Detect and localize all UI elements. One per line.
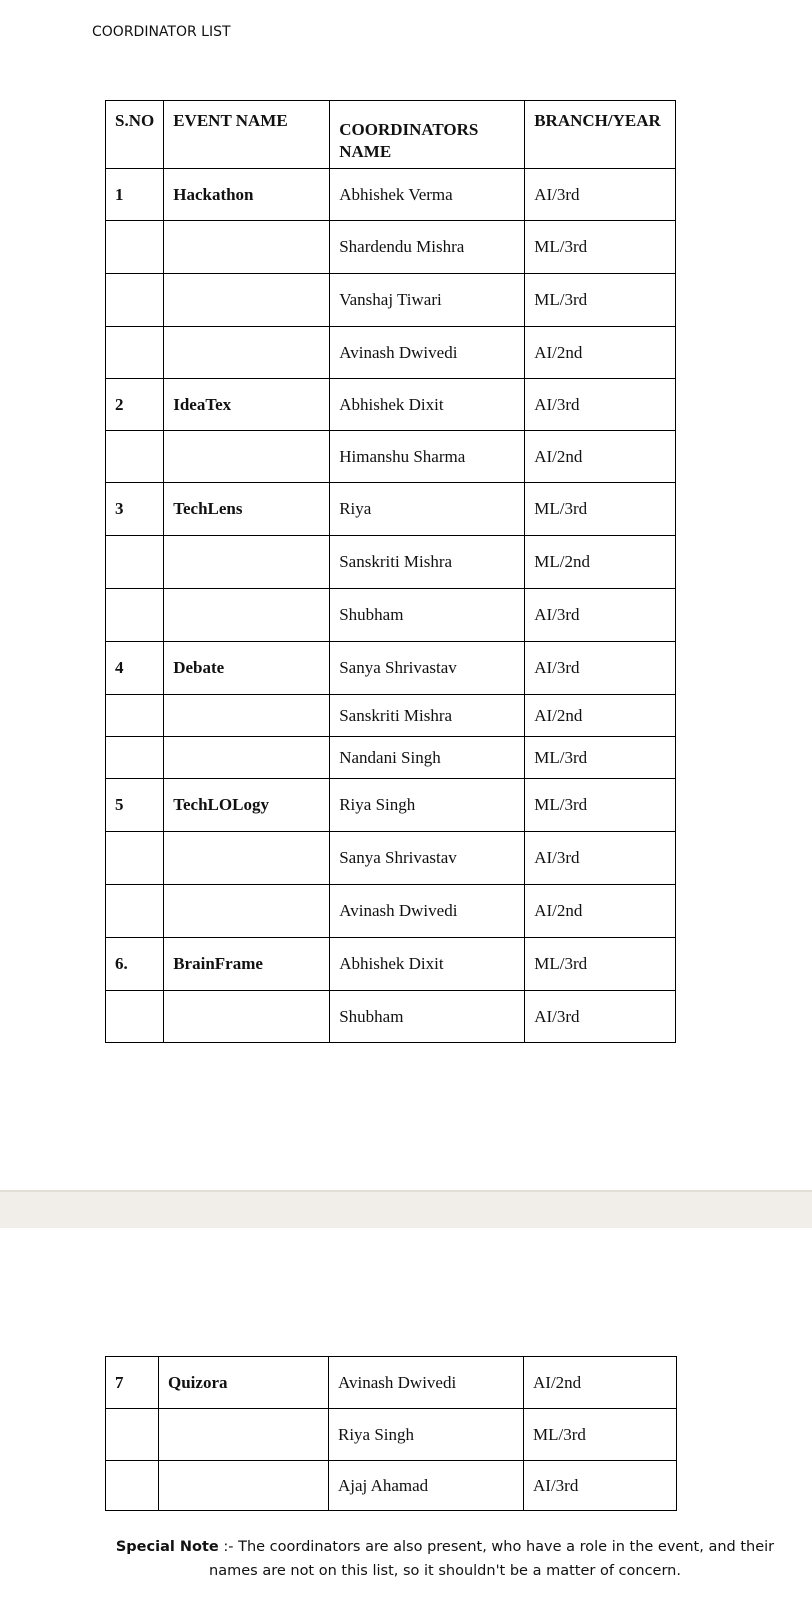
sno-cell [106, 832, 164, 885]
event-name-cell [164, 431, 330, 483]
branch-year-cell: ML/3rd [525, 737, 676, 779]
branch-year-cell: ML/3rd [525, 483, 676, 536]
branch-year-cell: AI/3rd [525, 991, 676, 1043]
table-row [106, 938, 676, 991]
sno-cell [106, 737, 164, 779]
table-row [106, 589, 676, 642]
branch-year-cell: AI/2nd [525, 431, 676, 483]
coordinator-name-cell: Shardendu Mishra [330, 221, 525, 274]
sno-cell: 2 [106, 379, 164, 431]
event-name-cell [164, 991, 330, 1043]
branch-year-cell: AI/3rd [525, 642, 676, 695]
sno-cell [106, 695, 164, 737]
branch-year-cell: AI/2nd [525, 695, 676, 737]
header-event-name: EVENT NAME [164, 101, 330, 169]
header-coordinators-name: COORDINATORS NAME [330, 101, 525, 169]
sno-cell [106, 1461, 159, 1511]
table-row [106, 1357, 677, 1409]
coordinator-name-cell: Sanya Shrivastav [330, 642, 525, 695]
coordinator-name-cell: Nandani Singh [330, 737, 525, 779]
event-name-cell: IdeaTex [164, 379, 330, 431]
event-name-cell [164, 832, 330, 885]
table-row [106, 274, 676, 327]
table-row [106, 991, 676, 1043]
event-name-cell: Quizora [159, 1357, 329, 1409]
special-note-label: Special Note [115, 1539, 219, 1555]
table-header-row [106, 101, 676, 169]
branch-year-cell: AI/3rd [524, 1461, 677, 1511]
sno-cell: 1 [106, 169, 164, 221]
sno-cell: 3 [106, 483, 164, 536]
coordinator-name-cell: Riya Singh [330, 779, 525, 832]
coordinator-name-cell: Sanya Shrivastav [330, 832, 525, 885]
coordinator-name-cell: Vanshaj Tiwari [330, 274, 525, 327]
event-name-cell [164, 536, 330, 589]
event-name-cell [164, 885, 330, 938]
branch-year-cell: ML/3rd [525, 779, 676, 832]
sno-cell: 6. [106, 938, 164, 991]
coordinator-name-cell: Himanshu Sharma [330, 431, 525, 483]
sno-cell [106, 274, 164, 327]
branch-year-cell: AI/3rd [525, 379, 676, 431]
event-name-cell [164, 221, 330, 274]
table-body [106, 169, 676, 1043]
table-row [106, 695, 676, 737]
branch-year-cell: AI/3rd [525, 169, 676, 221]
table-row [106, 737, 676, 779]
branch-year-cell: AI/2nd [524, 1357, 677, 1409]
special-note [95, 1535, 795, 1583]
event-name-cell: TechLens [164, 483, 330, 536]
event-name-cell [164, 274, 330, 327]
coordinator-name-cell: Avinash Dwivedi [330, 327, 525, 379]
coordinator-table [105, 100, 676, 1043]
coordinator-table-continued [105, 1356, 677, 1511]
table-row [106, 642, 676, 695]
sno-cell: 4 [106, 642, 164, 695]
sno-cell: 7 [106, 1357, 159, 1409]
coordinator-name-cell: Riya Singh [329, 1409, 524, 1461]
coordinator-name-cell: Shubham [330, 589, 525, 642]
table-row [106, 221, 676, 274]
branch-year-cell: AI/3rd [525, 832, 676, 885]
coordinator-name-cell: Sanskriti Mishra [330, 695, 525, 737]
event-name-cell [164, 589, 330, 642]
sno-cell [106, 221, 164, 274]
event-name-cell [159, 1461, 329, 1511]
table-row [106, 431, 676, 483]
sno-cell [106, 991, 164, 1043]
table-row [106, 1461, 677, 1511]
table-row [106, 1409, 677, 1461]
table-row [106, 779, 676, 832]
sno-cell [106, 1409, 159, 1461]
table-row [106, 832, 676, 885]
branch-year-cell: AI/3rd [525, 589, 676, 642]
sno-cell [106, 327, 164, 379]
coordinator-name-cell: Avinash Dwivedi [330, 885, 525, 938]
branch-year-cell: ML/3rd [525, 274, 676, 327]
event-name-cell [164, 695, 330, 737]
table-body-continued [106, 1357, 677, 1511]
sno-cell [106, 431, 164, 483]
branch-year-cell: ML/3rd [525, 221, 676, 274]
event-name-cell [164, 737, 330, 779]
event-name-cell: TechLOLogy [164, 779, 330, 832]
table-row [106, 885, 676, 938]
branch-year-cell: AI/2nd [525, 327, 676, 379]
event-name-cell [164, 327, 330, 379]
event-name-cell [159, 1409, 329, 1461]
table-row [106, 483, 676, 536]
sno-cell [106, 885, 164, 938]
page-title: COORDINATOR LIST [92, 24, 231, 40]
coordinator-name-cell: Shubham [330, 991, 525, 1043]
branch-year-cell: AI/2nd [525, 885, 676, 938]
branch-year-cell: ML/3rd [524, 1409, 677, 1461]
coordinator-name-cell: Abhishek Verma [330, 169, 525, 221]
coordinator-name-cell: Avinash Dwivedi [329, 1357, 524, 1409]
event-name-cell: Hackathon [164, 169, 330, 221]
table-row [106, 379, 676, 431]
table-row [106, 327, 676, 379]
coordinator-name-cell: Ajaj Ahamad [329, 1461, 524, 1511]
sno-cell [106, 589, 164, 642]
event-name-cell: BrainFrame [164, 938, 330, 991]
branch-year-cell: ML/3rd [525, 938, 676, 991]
special-note-text: :- The coordinators are also present, who have a role in the event, and their names are not on this list, so it shouldn't be a matter of concern. [209, 1539, 775, 1579]
coordinator-name-cell: Riya [330, 483, 525, 536]
coordinator-name-cell: Abhishek Dixit [330, 938, 525, 991]
header-branch-year: BRANCH/YEAR [525, 101, 676, 169]
page-break [0, 1190, 812, 1228]
table-row [106, 536, 676, 589]
coordinator-name-cell: Abhishek Dixit [330, 379, 525, 431]
table-row [106, 169, 676, 221]
branch-year-cell: ML/2nd [525, 536, 676, 589]
event-name-cell: Debate [164, 642, 330, 695]
coordinator-name-cell: Sanskriti Mishra [330, 536, 525, 589]
sno-cell: 5 [106, 779, 164, 832]
header-sno: S.NO [106, 101, 164, 169]
sno-cell [106, 536, 164, 589]
